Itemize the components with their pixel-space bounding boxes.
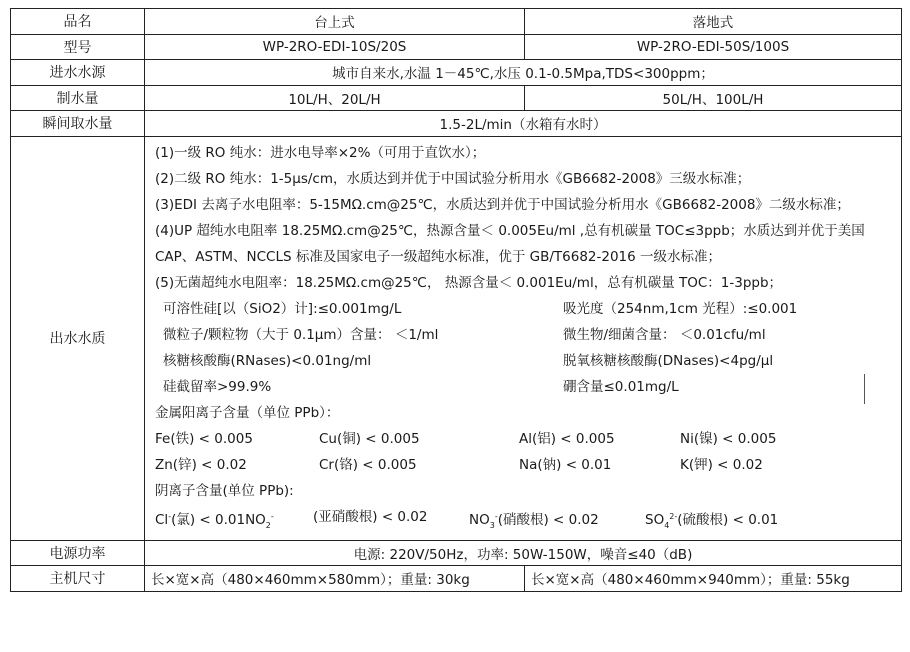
pair-left: 硅截留率>99.9% [163, 378, 272, 395]
size-floor: 长×宽×高（480×460mm×940mm）；重量: 55kg [525, 566, 902, 592]
quality-content [145, 136, 902, 540]
label-model: 型号 [11, 34, 145, 60]
metal-item: K(钾) < 0.02 [680, 456, 763, 473]
metal-item: Zn(锌) < 0.02 [155, 456, 247, 473]
output-tabletop: 10L/H、20L/H [145, 85, 525, 111]
label-source: 进水水源 [11, 60, 145, 86]
metal-item: Cr(铬) < 0.005 [319, 456, 417, 473]
anion-title: 阴离子含量(单位 PPb): [155, 482, 294, 499]
anions-row [155, 504, 895, 539]
row-size [11, 566, 902, 592]
metals-row-1 [155, 426, 895, 452]
row-quality [11, 136, 902, 540]
pair-left: 可溶性硅[以（SiO2）计]:≤0.001mg/L [163, 300, 402, 317]
anion-nitrite: (亚硝酸根) < 0.02 [313, 508, 428, 525]
anion-sulfate: $SO_4^{2-}$(硫酸根) < 0.01 [645, 511, 779, 530]
metal-item: Fe(铁) < 0.005 [155, 430, 253, 447]
pair-right: 微生物/细菌含量： ＜0.01cfu/ml [563, 326, 766, 343]
row-name [11, 9, 902, 35]
label-output: 制水量 [11, 85, 145, 111]
pair-left: 微粒子/颗粒物（大于 0.1μm）含量： ＜1/ml [163, 326, 439, 343]
col-tabletop: 台上式 [145, 9, 525, 35]
quality-pair-row [155, 322, 895, 348]
quality-p4: (4)UP 超纯水电阻率 18.25MΩ.cm@25℃，热源含量＜ 0.005Eu/ml ,总有机碳量 TOC≤3ppb；水质达到并优于美国 CAP、ASTM、NCCLS 标准及国家电子一级超纯水标准，优于 GB/T6682-2016 一级水标准； [155, 222, 865, 265]
pair-right: 吸光度（254nm,1cm 光程）:≤0.001 [563, 300, 798, 317]
model-floor: WP-2RO-EDI-50S/100S [525, 34, 902, 60]
size-tabletop: 长×宽×高（480×460mm×580mm）；重量: 30kg [145, 566, 525, 592]
metal-item: Ni(镍) < 0.005 [680, 430, 777, 447]
row-instant [11, 111, 902, 137]
row-power [11, 540, 902, 566]
label-power: 电源功率 [11, 540, 145, 566]
metal-item: Cu(铜) < 0.005 [319, 430, 420, 447]
metal-item: Al(铝) < 0.005 [519, 430, 615, 447]
quality-p2: (2)二级 RO 纯水：1-5μs/cm，水质达到并优于中国试验分析用水《GB6682-2008》三级水标准； [155, 170, 751, 187]
label-name: 品名 [11, 9, 145, 35]
quality-p5: (5)无菌超纯水电阻率：18.25MΩ.cm@25℃， 热源含量＜ 0.001Eu/ml，总有机碳量 TOC：1-3ppb； [155, 274, 783, 291]
anion-nitrate: $NO_3^-$(硝酸根) < 0.02 [469, 511, 599, 530]
metal-title: 金属阳离子含量（单位 PPb）： [155, 404, 340, 421]
quality-pair-row [155, 296, 895, 322]
row-model [11, 34, 902, 60]
output-floor: 50L/H、100L/H [525, 85, 902, 111]
model-tabletop: WP-2RO-EDI-10S/20S [145, 34, 525, 60]
pair-right: 硼含量≤0.01mg/L [563, 378, 679, 395]
instant-value: 1.5-2L/min（水箱有水时） [145, 111, 902, 137]
col-floor: 落地式 [525, 9, 902, 35]
quality-pair-row [155, 348, 895, 374]
metals-row-2 [155, 452, 895, 478]
spec-table [10, 8, 902, 592]
divider-mark [864, 374, 865, 404]
pair-right: 脱氧核糖核酸酶(DNases)<4pg/μl [563, 352, 774, 369]
quality-pair-row [155, 374, 895, 400]
pair-left: 核糖核酸酶(RNases)<0.01ng/ml [163, 352, 372, 369]
row-output [11, 85, 902, 111]
metal-item: Na(钠) < 0.01 [519, 456, 612, 473]
row-source [11, 60, 902, 86]
quality-p3: (3)EDI 去离子水电阻率：5-15MΩ.cm@25℃，水质达到并优于中国试验分析用水《GB6682-2008》二级水标准； [155, 196, 850, 213]
source-value: 城市自来水,水温 1－45℃,水压 0.1-0.5Mpa,TDS<300ppm； [145, 60, 902, 86]
label-quality: 出水水质 [11, 136, 145, 540]
power-value: 电源: 220V/50Hz，功率: 50W-150W，噪音≤40（dB) [145, 540, 902, 566]
quality-p1: (1)一级 RO 纯水：进水电导率×2%（可用于直饮水）； [155, 144, 486, 161]
anion-cl-no2: Cl-(氯) < $0.01NO_2^-$ [155, 511, 274, 530]
label-size: 主机尺寸 [11, 566, 145, 592]
label-instant: 瞬间取水量 [11, 111, 145, 137]
